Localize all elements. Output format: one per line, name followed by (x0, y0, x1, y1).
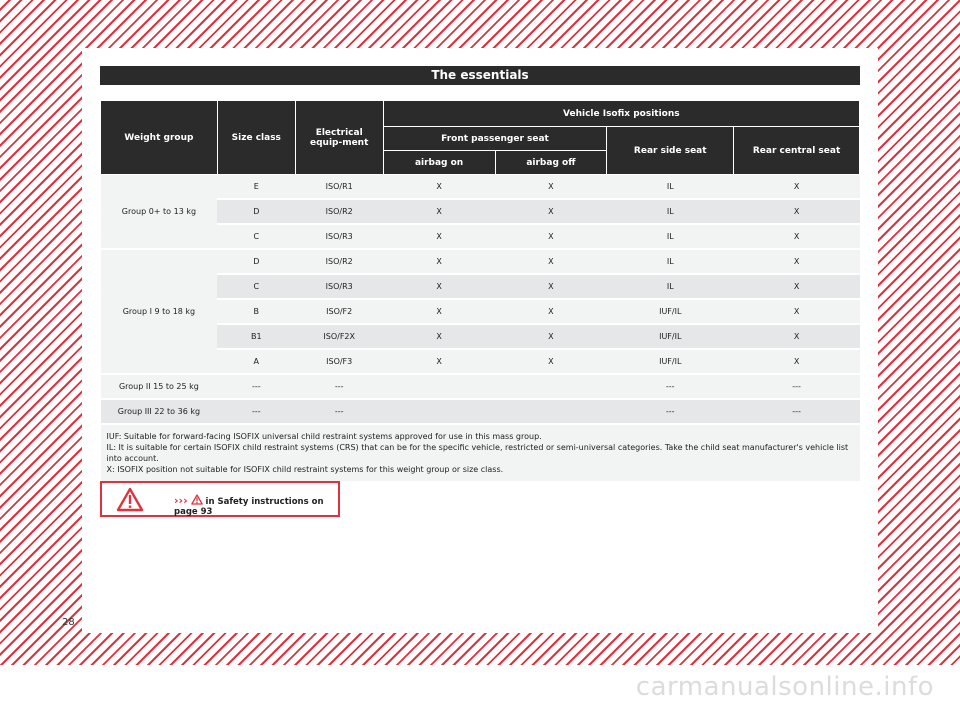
table-cell (383, 374, 495, 399)
table-cell: ISO/F3 (295, 349, 383, 374)
table-cell (495, 399, 607, 424)
table-cell: X (495, 249, 607, 274)
table-cell: A (217, 349, 295, 374)
group-cell: Group 0+ to 13 kg (101, 175, 218, 250)
table-cell (495, 374, 607, 399)
table-cell: X (495, 299, 607, 324)
group-cell: Group III 22 to 36 kg (101, 399, 218, 424)
notes-cell (101, 424, 860, 482)
table-row (101, 399, 860, 424)
table-cell: X (734, 249, 860, 274)
table-cell: --- (217, 399, 295, 424)
col-header-vehicle-isofix-positions: Vehicle Isofix positions (383, 101, 859, 127)
col-header-size-class: Size class (217, 101, 295, 175)
note-x: X: ISOFIX position not suitable for ISOFIX child restraint systems for this weight group or size class. (106, 465, 504, 474)
table-cell: C (217, 274, 295, 299)
table-cell: E (217, 175, 295, 200)
notes-row (101, 424, 860, 482)
table-cell: ISO/F2X (295, 324, 383, 349)
table-cell: IL (607, 175, 734, 200)
section-header: The essentials (100, 66, 860, 85)
table-cell: IL (607, 274, 734, 299)
table-cell: X (383, 349, 495, 374)
table-cell: --- (734, 374, 860, 399)
page-number: 28 (62, 617, 75, 628)
table-cell: IUF/IL (607, 349, 734, 374)
table-cell: X (734, 199, 860, 224)
col-header-airbag-on: airbag on (383, 151, 495, 175)
table-cell: X (383, 299, 495, 324)
table-row (101, 249, 860, 274)
table-row (101, 175, 860, 200)
table-cell: X (734, 349, 860, 374)
table-cell: B (217, 299, 295, 324)
table-cell: D (217, 249, 295, 274)
chevron-right-icon: ››› (174, 494, 188, 507)
table-cell: X (383, 274, 495, 299)
watermark: carmanualsonline.info (635, 672, 934, 702)
isofix-table (100, 100, 860, 483)
table-cell: IL (607, 199, 734, 224)
table-cell: IUF/IL (607, 299, 734, 324)
table-cell: --- (295, 374, 383, 399)
col-header-front-passenger-seat: Front passenger seat (383, 127, 607, 151)
col-header-weight-group: Weight group (101, 101, 218, 175)
table-cell: --- (217, 374, 295, 399)
table-cell: --- (607, 374, 734, 399)
table-cell: X (734, 274, 860, 299)
table-cell: ISO/R1 (295, 175, 383, 200)
table-cell: --- (295, 399, 383, 424)
table-cell: ISO/R2 (295, 199, 383, 224)
table-cell: X (383, 224, 495, 249)
table-cell: IL (607, 224, 734, 249)
table-cell: ISO/R3 (295, 274, 383, 299)
table-cell (383, 399, 495, 424)
table-cell: X (495, 324, 607, 349)
col-header-airbag-off: airbag off (495, 151, 607, 175)
table-cell: --- (607, 399, 734, 424)
table-cell: X (734, 299, 860, 324)
table-cell: ISO/F2 (295, 299, 383, 324)
group-cell: Group II 15 to 25 kg (101, 374, 218, 399)
table-cell: ISO/R3 (295, 224, 383, 249)
table-cell: IL (607, 249, 734, 274)
table-cell: X (734, 175, 860, 200)
table-cell: X (495, 224, 607, 249)
col-header-rear-central-seat: Rear central seat (734, 127, 860, 175)
table-cell: X (734, 224, 860, 249)
safety-link-label: in Safety instructions on page 93 (174, 497, 324, 517)
table-cell: X (383, 199, 495, 224)
note-il: IL: It is suitable for certain ISOFIX child restraint systems (CRS) that can be for the specific vehicle, restricted or semi-universal categories. Take the child seat manufacturer's vehicle list into account. (106, 443, 849, 463)
safety-reference-box[interactable] (100, 481, 340, 517)
table-cell: IUF/IL (607, 324, 734, 349)
table-cell: X (383, 249, 495, 274)
note-iuf: IUF: Suitable for forward-facing ISOFIX universal child restraint systems approved for use in this mass group. (106, 432, 542, 441)
table-cell: B1 (217, 324, 295, 349)
col-header-electrical-equipment: Electrical equip-ment (295, 101, 383, 175)
table-cell: X (495, 199, 607, 224)
warning-icon (191, 494, 203, 505)
table-cell: --- (734, 399, 860, 424)
table-row (101, 374, 860, 399)
table-cell: X (383, 175, 495, 200)
col-header-rear-side-seat: Rear side seat (607, 127, 734, 175)
table-cell: X (734, 324, 860, 349)
table-cell: X (383, 324, 495, 349)
warning-triangle-icon (116, 487, 144, 512)
table-cell: ISO/R2 (295, 249, 383, 274)
group-cell: Group I 9 to 18 kg (101, 249, 218, 374)
table-cell: C (217, 224, 295, 249)
table-cell: D (217, 199, 295, 224)
table-cell: X (495, 274, 607, 299)
table-cell: X (495, 175, 607, 200)
table-cell: X (495, 349, 607, 374)
safety-reference-text[interactable] (174, 494, 338, 517)
